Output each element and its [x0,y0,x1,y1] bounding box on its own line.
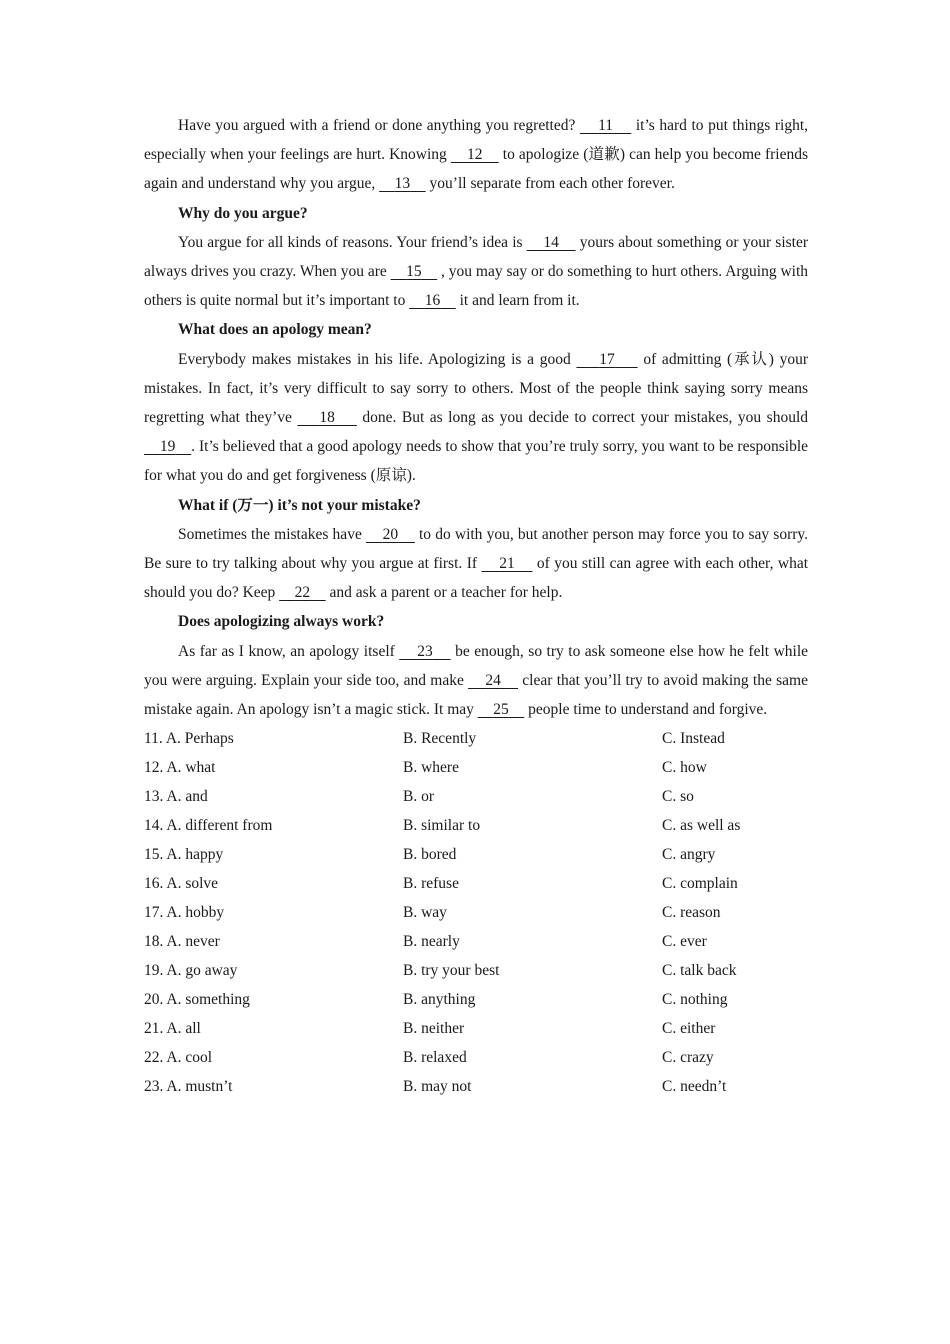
passage-text: Everybody makes mistakes in his life. Apologizing is a good [178,350,577,368]
option-row [144,869,808,898]
passage-text: of you still can agree with each other, what should you do? Keep [144,555,809,602]
option-c[interactable]: C. Instead [662,730,725,748]
blank-number: 23 [417,642,433,660]
passage-text: of admitting (承认) your mistakes. In fact, it’s very difficult to say sorry to others. Most of the people think saying sorry means regretting what they’ve [144,350,808,427]
passage-text: you’ll separate from each other forever. [425,175,675,193]
option-c[interactable]: C. crazy [662,1049,714,1067]
option-c[interactable]: C. needn’t [662,1078,727,1096]
option-a[interactable]: 21. A. all [144,1020,201,1038]
option-c[interactable]: C. ever [662,933,707,951]
option-a[interactable]: 22. A. cool [144,1049,213,1067]
passage-text: Have you argued with a friend or done anything you regretted? [178,117,580,134]
blank-number: 12 [467,146,483,164]
passage-paragraph [144,637,808,725]
option-row [144,927,808,956]
answer-blank[interactable] [391,263,438,280]
option-c[interactable]: C. complain [662,875,738,893]
answer-blank[interactable] [527,234,576,251]
passage-text: to apologize (道歉) can help you become friends again and understand why you argue, [144,146,808,193]
option-a[interactable]: 18. A. never [144,933,220,951]
option-a[interactable]: 20. A. something [144,991,250,1009]
passage-paragraph [144,520,808,608]
blank-number: 24 [485,671,501,689]
answer-blank[interactable] [366,526,415,543]
option-c[interactable]: C. either [662,1020,716,1038]
passage-text: be enough, so try to ask someone else how he felt while you were arguing. Explain your side too, and make [144,642,809,689]
blank-number: 18 [319,409,335,427]
option-row [144,898,808,927]
passage-paragraph [144,228,808,316]
passage-text: , you may say or do something to hurt others. Arguing with others is quite normal but it’s important to [144,263,809,310]
passage-text: yours about something or your sister always drives you crazy. When you are [144,233,809,281]
passage-text: to do with you, but another person may force you to say sorry. Be sure to try talking about why you argue at first. If [144,525,809,573]
answer-blank[interactable] [399,643,450,660]
option-b[interactable]: B. way [403,904,447,922]
option-row [144,956,808,985]
cloze-passage [144,111,808,724]
answer-blank[interactable] [279,584,326,601]
option-b[interactable]: B. where [403,759,459,777]
passage-text: people time to understand and forgive. [524,701,768,719]
option-c[interactable]: C. angry [662,846,716,864]
option-b[interactable]: B. similar to [403,817,481,835]
option-b[interactable]: B. refuse [403,875,459,893]
answer-blank[interactable] [297,409,357,426]
passage-text: You argue for all kinds of reasons. Your friend’s idea is [178,233,527,251]
option-b[interactable]: B. relaxed [403,1049,467,1067]
option-a[interactable]: 11. A. Perhaps [144,730,234,748]
passage-text: it’s hard to put things right, especially when your feelings are hurt. Knowing [144,117,809,164]
blank-number: 14 [543,233,559,251]
passage-text: clear that you’ll try to avoid making the same mistake again. An apology isn’t a magic stick. It may [144,671,808,719]
answer-blank[interactable] [580,117,631,134]
passage-paragraph [144,345,808,491]
option-a[interactable]: 15. A. happy [144,846,224,864]
answer-blank[interactable] [144,438,191,455]
option-c[interactable]: C. nothing [662,991,728,1009]
answer-blank[interactable] [409,292,456,309]
option-c[interactable]: C. how [662,759,707,777]
option-b[interactable]: B. nearly [403,933,460,951]
blank-number: 17 [599,350,615,368]
passage-text: . It’s believed that a good apology needs to show that you’re truly sorry, you want to be responsible for what you do and get forgiveness (原谅). [144,438,809,485]
option-row [144,811,808,840]
blank-number: 15 [406,263,422,281]
blank-number: 11 [598,117,614,134]
option-row [144,1014,808,1043]
option-row [144,724,808,753]
option-b[interactable]: B. anything [403,991,476,1009]
option-c[interactable]: C. reason [662,904,721,922]
option-c[interactable]: C. talk back [662,962,737,980]
option-row [144,1043,808,1072]
option-row [144,840,808,869]
option-row [144,782,808,811]
section-heading: Does apologizing always work? [178,613,385,631]
answer-blank[interactable] [451,146,499,163]
option-a[interactable]: 14. A. different from [144,817,273,835]
section-heading: Why do you argue? [178,204,308,222]
answer-blank[interactable] [478,701,525,718]
answer-blank[interactable] [481,555,532,572]
blank-number: 21 [499,555,515,573]
option-a[interactable]: 13. A. and [144,788,208,806]
blank-number: 19 [159,438,176,456]
document-page [144,111,808,1101]
option-b[interactable]: B. try your best [403,962,500,980]
section-heading: What if (万一) it’s not your mistake? [178,496,421,514]
option-row [144,1072,808,1101]
option-row [144,985,808,1014]
option-a[interactable]: 12. A. what [144,759,216,777]
option-b[interactable]: B. or [403,788,434,806]
blank-number: 20 [382,525,399,543]
option-a[interactable]: 23. A. mustn’t [144,1078,233,1096]
passage-text: and ask a parent or a teacher for help. [325,584,563,602]
option-a[interactable]: 17. A. hobby [144,904,225,922]
passage-text: done. But as long as you decide to correct your mistakes, you should [356,409,809,427]
answer-blank[interactable] [576,351,637,368]
passage-text: it and learn from it. [455,292,580,310]
option-c[interactable]: C. so [662,788,694,806]
blank-number: 25 [493,701,509,719]
answer-blank[interactable] [468,672,518,689]
option-c[interactable]: C. as well as [662,817,741,835]
option-b[interactable]: B. Recently [403,730,477,748]
options-list [144,724,808,1101]
option-a[interactable]: 19. A. go away [144,962,238,980]
section-heading: What does an apology mean? [178,321,372,339]
blank-number: 13 [394,175,411,193]
option-b[interactable]: B. may not [403,1078,472,1096]
option-a[interactable]: 16. A. solve [144,875,219,893]
answer-blank[interactable] [379,175,426,192]
blank-number: 22 [294,584,311,602]
option-row [144,753,808,782]
passage-paragraph [144,111,808,199]
option-b[interactable]: B. bored [403,846,457,864]
option-b[interactable]: B. neither [403,1020,465,1038]
passage-text: Sometimes the mistakes have [178,525,366,543]
blank-number: 16 [424,292,441,310]
passage-text: As far as I know, an apology itself [178,642,400,660]
